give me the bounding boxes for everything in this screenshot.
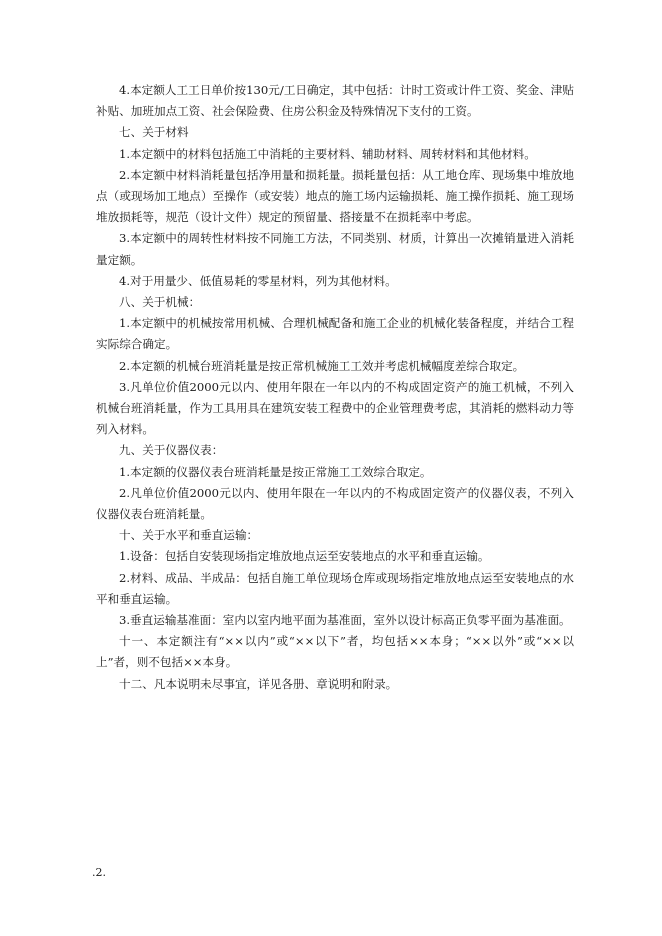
paragraph-materials-3: 3.本定额中的周转性材料按不同施工方法，不同类别、材质，计算出一次摊销量进入消耗量定额。 [96, 231, 574, 267]
paragraph-materials-1: 1.本定额中的材料包括施工中消耗的主要材料、辅助材料、周转材料和其他材料。 [119, 146, 536, 161]
paragraph-machinery-3: 3.凡单位价值2000元以内、使用年限在一年以内的不构成固定资产的施工机械，不列入机械台班消耗量，作为工具用具在建筑安装工程费中的企业管理费考虑，其消耗的燃料动力等列入材料。 [96, 379, 574, 437]
paragraph-machinery-1: 1.本定额中的机械按常用机械、合理机械配备和施工企业的机械化装备程度，并结合工程实际综合确定。 [96, 316, 574, 352]
heading-machinery: 八、关于机械： [119, 295, 201, 310]
paragraph-transport-3: 3.垂直运输基准面：室内以室内地平面为基准面，室外以设计标高正负零平面为基准面。 [119, 613, 571, 628]
paragraph-transport-2: 2.材料、成品、半成品：包括自施工单位现场仓库或现场指定堆放地点运至安装地点的水平和垂直运输。 [96, 570, 574, 606]
paragraph-instruments-2: 2.凡单位价值2000元以内、使用年限在一年以内的不构成固定资产的仪器仪表，不列入仪器仪表台班消耗量。 [96, 485, 574, 522]
heading-materials: 七、关于材料 [119, 125, 189, 140]
heading-instruments: 九、关于仪器仪表： [119, 443, 224, 458]
paragraph-materials-4: 4.对于用量少、低值易耗的零星材料，列为其他材料。 [119, 273, 397, 288]
paragraph-section-eleven: 十一、本定额注有“××以内”或“××以下”者，均包括××本身；“××以外”或“××以上”者，则不包括××本身。 [96, 634, 574, 670]
paragraph-transport-1: 1.设备：包括自安装现场指定堆放地点运至安装地点的水平和垂直运输。 [119, 549, 490, 564]
paragraph-labor-price: 4.本定额人工工日单价按130元/工日确定，其中包括：计时工资或计件工资、奖金、津贴补贴、加班加点工资、社会保险费、住房公积金及特殊情况下支付的工资。 [96, 83, 574, 119]
paragraph-instruments-1: 1.本定额的仪器仪表台班消耗量是按正常施工工效综合取定。 [119, 464, 432, 479]
page-number: .2. [92, 866, 106, 879]
paragraph-section-twelve: 十二、凡本说明未尽事宜，详见各册、章说明和附录。 [119, 676, 398, 691]
heading-transport: 十、关于水平和垂直运输： [119, 528, 259, 543]
document-body [96, 80, 574, 695]
paragraph-materials-2: 2.本定额中材料消耗量包括净用量和损耗量。损耗量包括：从工地仓库、现场集中堆放地点（或现场加工地点）至操作（或安装）地点的施工场内运输损耗、施工操作损耗、施工现场堆放损耗等，规范（设计文件）规定的预留量、搭接量不在损耗率中考虑。 [96, 167, 574, 225]
paragraph-machinery-2: 2.本定额的机械台班消耗量是按正常机械施工工效并考虑机械幅度差综合取定。 [119, 358, 525, 373]
